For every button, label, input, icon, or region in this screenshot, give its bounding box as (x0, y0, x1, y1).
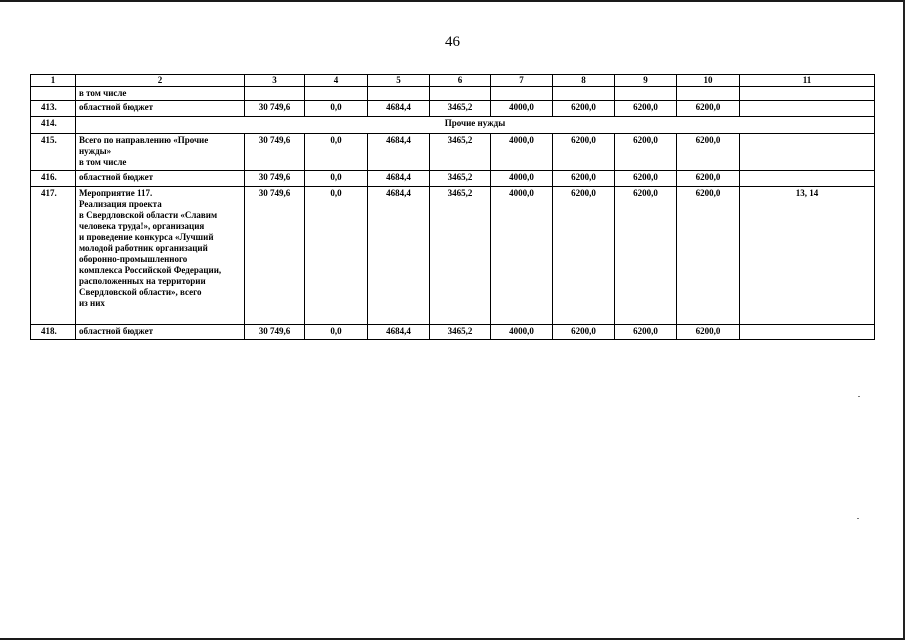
value-cell-col8: 6200,0 (553, 187, 615, 325)
value-cell-col10: 6200,0 (677, 187, 740, 325)
value-cell-col4: 0,0 (305, 187, 368, 325)
value-cell-col4 (305, 87, 368, 101)
table-row (31, 325, 875, 340)
value-cell-col6: 3465,2 (430, 171, 491, 187)
column-header-5: 5 (368, 75, 430, 87)
value-cell-col9 (615, 87, 677, 101)
description-line: комплекса Российской Федерации, (79, 265, 222, 275)
column-header-7: 7 (491, 75, 553, 87)
row-number: 413. (31, 101, 76, 117)
value-cell-col3: 30 749,6 (245, 101, 305, 117)
value-cell-col7 (491, 87, 553, 101)
value-cell-col8: 6200,0 (553, 134, 615, 171)
value-cell-col3: 30 749,6 (245, 134, 305, 171)
value-cell-col11 (740, 325, 875, 340)
description-line: Всего по направлению «Прочие (79, 135, 209, 145)
column-header-2: 2 (76, 75, 245, 87)
value-cell-col3 (245, 87, 305, 101)
column-header-10: 10 (677, 75, 740, 87)
value-cell-col8: 6200,0 (553, 325, 615, 340)
value-cell-col6: 3465,2 (430, 187, 491, 325)
column-header-3: 3 (245, 75, 305, 87)
table-row (31, 117, 875, 134)
value-cell-col11 (740, 87, 875, 101)
value-cell-col5: 4684,4 (368, 171, 430, 187)
value-cell-col10 (677, 87, 740, 101)
column-header-6: 6 (430, 75, 491, 87)
description-line: в Свердловской области «Славим (79, 210, 218, 220)
row-description (76, 134, 245, 171)
budget-table (30, 74, 875, 340)
value-cell-col7: 4000,0 (491, 171, 553, 187)
value-cell-col6: 3465,2 (430, 134, 491, 171)
row-number: 415. (31, 134, 76, 171)
table-row (31, 187, 875, 325)
value-cell-col5: 4684,4 (368, 187, 430, 325)
value-cell-col3: 30 749,6 (245, 187, 305, 325)
value-cell-col8: 6200,0 (553, 101, 615, 117)
row-number: 418. (31, 325, 76, 340)
row-description: областной бюджет (76, 171, 245, 187)
scan-speck (857, 518, 859, 519)
value-cell-col9: 6200,0 (615, 171, 677, 187)
value-cell-col6: 3465,2 (430, 101, 491, 117)
value-cell-col5: 4684,4 (368, 134, 430, 171)
value-cell-col9: 6200,0 (615, 187, 677, 325)
table-row (31, 87, 875, 101)
value-cell-col10: 6200,0 (677, 171, 740, 187)
value-cell-col6: 3465,2 (430, 325, 491, 340)
row-number-cell (31, 87, 76, 101)
table-row (31, 134, 875, 171)
value-cell-col9: 6200,0 (615, 325, 677, 340)
row-description (76, 187, 245, 325)
value-cell-col3: 30 749,6 (245, 171, 305, 187)
description-line: молодой работник организаций (79, 243, 208, 253)
description-line: человека труда!», организация (79, 221, 205, 231)
value-cell-col7: 4000,0 (491, 187, 553, 325)
header-row (31, 75, 875, 87)
table-row (31, 171, 875, 187)
value-cell-col4: 0,0 (305, 171, 368, 187)
value-cell-col4: 0,0 (305, 134, 368, 171)
column-header-1: 1 (31, 75, 76, 87)
description-line: в том числе (79, 157, 127, 167)
description-line: оборонно-промышленного (79, 254, 188, 264)
value-cell-col5: 4684,4 (368, 325, 430, 340)
value-cell-col7: 4000,0 (491, 325, 553, 340)
description-line: Мероприятие 117. (79, 188, 153, 198)
value-cell-col4: 0,0 (305, 101, 368, 117)
section-title: Прочие нужды (76, 117, 875, 134)
description-line: Свердловской области», всего (79, 287, 202, 297)
page-number: 46 (445, 34, 460, 50)
value-cell-col10: 6200,0 (677, 134, 740, 171)
description-line: из них (79, 298, 105, 308)
value-cell-col6 (430, 87, 491, 101)
table-row (31, 101, 875, 117)
value-cell-col5 (368, 87, 430, 101)
value-cell-col3: 30 749,6 (245, 325, 305, 340)
table-body (31, 75, 875, 340)
description-line: расположенных на территории (79, 276, 206, 286)
row-number: 416. (31, 171, 76, 187)
value-cell-col11 (740, 101, 875, 117)
scan-speck (858, 396, 860, 397)
value-cell-col8 (553, 87, 615, 101)
value-cell-col8: 6200,0 (553, 171, 615, 187)
row-number: 414. (31, 117, 76, 134)
value-cell-col11 (740, 171, 875, 187)
value-cell-col10: 6200,0 (677, 325, 740, 340)
column-header-8: 8 (553, 75, 615, 87)
column-header-9: 9 (615, 75, 677, 87)
row-description: областной бюджет (76, 325, 245, 340)
row-description: в том числе (76, 87, 245, 101)
description-line: нужды» (79, 146, 112, 156)
column-header-11: 11 (740, 75, 875, 87)
value-cell-col11 (740, 134, 875, 171)
row-description: областной бюджет (76, 101, 245, 117)
value-cell-col4: 0,0 (305, 325, 368, 340)
value-cell-col7: 4000,0 (491, 101, 553, 117)
value-cell-col7: 4000,0 (491, 134, 553, 171)
value-cell-col11: 13, 14 (740, 187, 875, 325)
row-number: 417. (31, 187, 76, 325)
value-cell-col5: 4684,4 (368, 101, 430, 117)
column-header-4: 4 (305, 75, 368, 87)
value-cell-col9: 6200,0 (615, 134, 677, 171)
description-line: и проведение конкурса «Лучший (79, 232, 214, 242)
value-cell-col9: 6200,0 (615, 101, 677, 117)
description-line: Реализация проекта (79, 199, 162, 209)
value-cell-col10: 6200,0 (677, 101, 740, 117)
scan-edge-top (0, 0, 905, 2)
